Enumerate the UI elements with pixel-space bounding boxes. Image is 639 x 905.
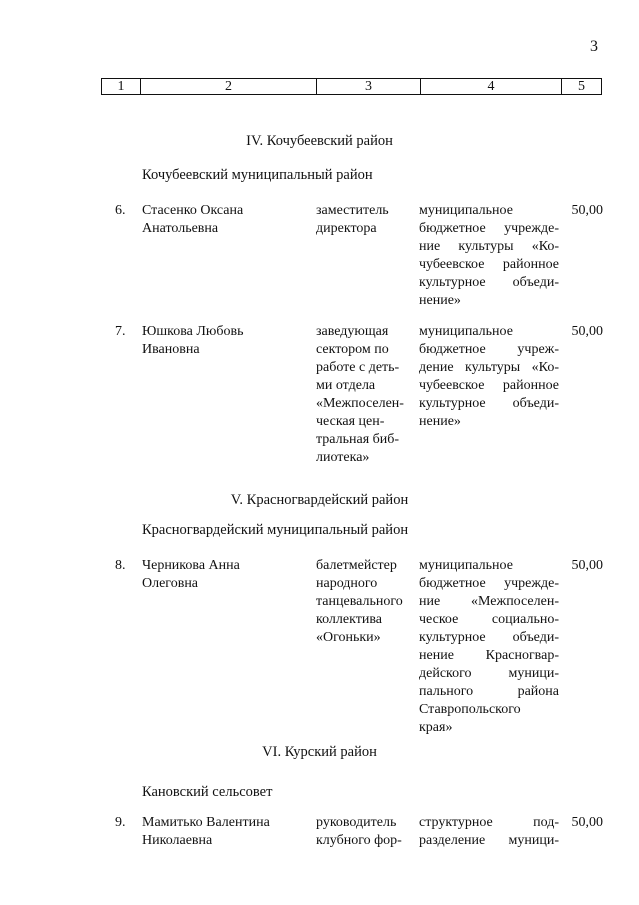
recipient-organization: муниципальное бюджетное учрежде- ние культуры «Ко- чубеевское районное культурное объеди- нение» — [419, 203, 559, 308]
section-heading: IV. Кочубеевский район — [246, 133, 393, 149]
recipient-position: руководитель клубного фор- — [316, 815, 402, 848]
recipient-position: заместитель директора — [316, 203, 389, 236]
recipient-name: Юшкова Любовь Ивановна — [142, 324, 244, 357]
award-amount: 50,00 — [571, 815, 603, 830]
section-heading: VI. Курский район — [262, 744, 377, 760]
entry-number: 6. — [115, 203, 126, 218]
recipient-organization: муниципальное бюджетное учрежде- ние «Межпоселен- ческое социально- культурное объеди- нение Красногвар- дейского муници- пального района Ставропольского края» — [419, 558, 559, 735]
column-number-cell: 2 — [141, 79, 317, 95]
award-amount: 50,00 — [571, 324, 603, 339]
entry-number: 7. — [115, 324, 126, 339]
column-number-header — [101, 78, 602, 95]
award-amount: 50,00 — [571, 558, 603, 573]
entry-number: 9. — [115, 815, 126, 830]
page-number: 3 — [590, 38, 598, 55]
column-number-cell: 5 — [562, 79, 602, 95]
section-heading: V. Красногвардейский район — [230, 492, 409, 508]
recipient-position: заведующая сектором по работе с деть- ми отдела «Межпоселен- ческая цен- тральная биб- лиотека» — [316, 324, 404, 465]
entry-number: 8. — [115, 558, 126, 573]
recipient-name: Стасенко Оксана Анатольевна — [142, 203, 244, 236]
recipient-organization: муниципальное бюджетное учреж- дение культуры «Ко- чубеевское районное культурное объеди- нение» — [419, 324, 559, 429]
municipality-subheading: Кочубеевский муниципальный район — [142, 167, 373, 183]
column-number-cell: 4 — [421, 79, 562, 95]
municipality-subheading: Кановский сельсовет — [142, 784, 273, 800]
recipient-position: балетмейстер народного танцевального коллектива «Огоньки» — [316, 558, 403, 645]
recipient-name: Черникова Анна Олеговна — [142, 558, 240, 591]
municipality-subheading: Красногвардейский муниципальный район — [142, 522, 409, 538]
recipient-organization: структурное под- разделение муници- — [419, 815, 559, 848]
column-number-cell: 3 — [317, 79, 421, 95]
column-number-cell: 1 — [102, 79, 141, 95]
award-amount: 50,00 — [571, 203, 603, 218]
recipient-name: Мамитько Валентина Николаевна — [142, 815, 270, 848]
